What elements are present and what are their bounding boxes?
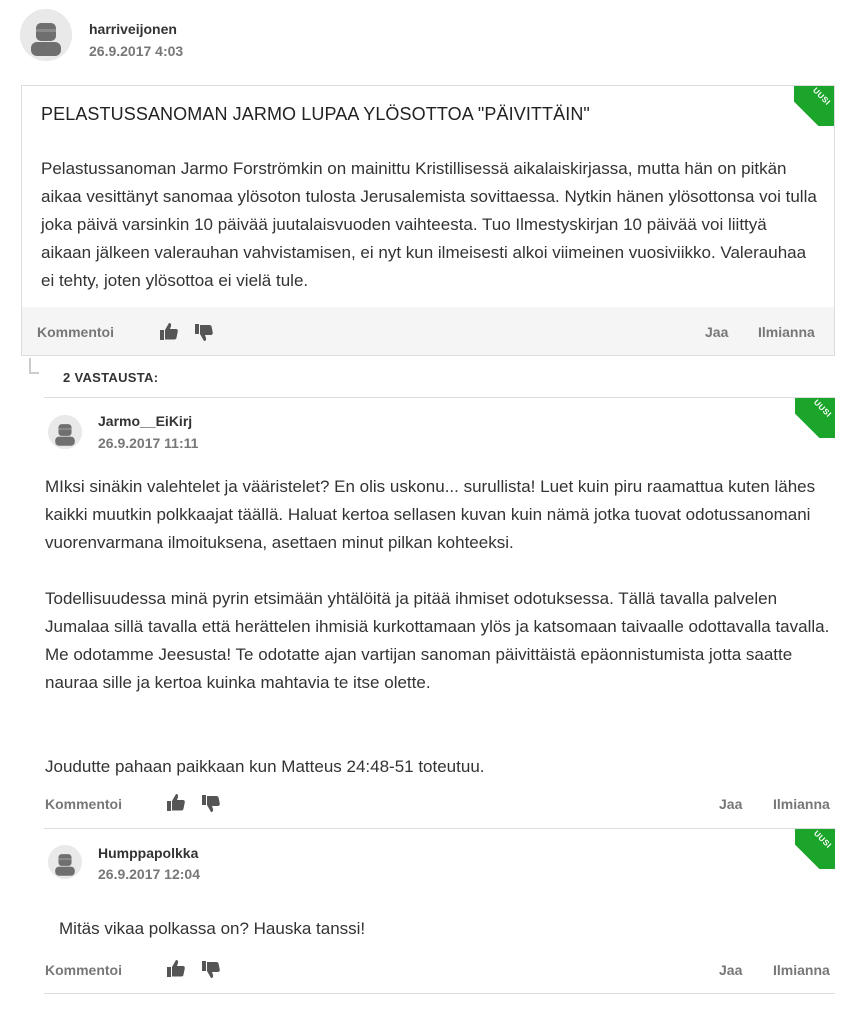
post-card <box>21 85 835 356</box>
comment-button[interactable]: Kommentoi <box>45 796 122 812</box>
reply-paragraph: Joudutte pahaan paikkaan kun Matteus 24:48-51 toteutuu. <box>45 757 485 776</box>
post-author[interactable]: harriveijonen <box>89 21 177 37</box>
replies-heading: 2 VASTAUSTA: <box>63 370 159 385</box>
avatar-icon <box>48 845 82 879</box>
new-badge-label: UUSI <box>811 829 834 851</box>
divider <box>44 993 835 994</box>
post-footer <box>22 307 834 356</box>
reply-timestamp: 26.9.2017 12:04 <box>98 866 200 882</box>
comment-button[interactable]: Kommentoi <box>45 962 122 978</box>
comment-button[interactable]: Kommentoi <box>37 324 114 340</box>
thumbs-down-icon[interactable] <box>194 323 214 343</box>
thumbs-up-icon[interactable] <box>166 958 186 978</box>
reply-connector <box>29 358 39 374</box>
reply-paragraph: MIksi sinäkin valehtelet ja vääristelet? En olis uskonu... surullista! Luet kuin piru raamattua kuten lähes kaikki muutkin polkkaajat täällä. Haluat kertoa sellasen kuvan kuin nämä jotka tuovat odotussanomani vuorenvarmana ilmoituksena, asettaen minut pilkan kohteeksi. <box>45 477 816 552</box>
avatar-icon <box>48 415 82 449</box>
thumbs-up-icon[interactable] <box>166 792 186 812</box>
reply-item <box>44 397 835 827</box>
report-button[interactable]: Ilmianna <box>773 962 830 978</box>
avatar[interactable] <box>48 415 82 449</box>
thumbs-down-icon[interactable] <box>201 794 221 814</box>
report-button[interactable]: Ilmianna <box>773 796 830 812</box>
share-button[interactable]: Jaa <box>719 962 743 978</box>
new-badge <box>795 829 835 869</box>
thumbs-down-icon[interactable] <box>201 960 221 980</box>
avatar[interactable] <box>20 9 72 61</box>
report-button[interactable]: Ilmianna <box>758 324 815 340</box>
reply-item <box>44 828 835 993</box>
thumbs-up-icon[interactable] <box>159 321 179 341</box>
reply-author[interactable]: Humppapolkka <box>98 845 199 861</box>
reply-timestamp: 26.9.2017 11:11 <box>98 435 199 451</box>
reply-paragraph: Mitäs vikaa polkassa on? Hauska tanssi! <box>59 919 366 938</box>
avatar[interactable] <box>48 845 82 879</box>
new-badge <box>794 86 834 126</box>
avatar-icon <box>20 9 72 61</box>
post-timestamp: 26.9.2017 4:03 <box>89 43 184 59</box>
new-badge-label: UUSI <box>810 86 833 108</box>
reply-paragraph: Todellisuudessa minä pyrin etsimään yhtälöitä ja pitää ihmiset odotuksessa. Tällä tavalla palvelen Jumalaa sillä tavalla että herättelen ihmisiä kurkottamaan ylös ja katsomaan taivaalle odottavalla tavalla. Me odotamme Jeesusta! Te odotatte ajan vartijan sanoman päivittäistä epäonnistumista jotta saatte nauraa sille ja kertoa kuinka mahtavia te itse olette. <box>45 589 830 692</box>
post-body: Pelastussanoman Jarmo Forströmkin on mainittu Kristillisessä aikalaiskirjassa, mutta hän on pitkän aikaa vesittänyt sanomaa ylösoton tulosta Jerusalemista sovittaessa. Nytkin hänen ylösottonsa voi tulla joka päivä varsinkin 10 päivää juutalaisvuoden vaihteesta. Tuo Ilmestyskirjan 10 päivää voi liittyä aikaan jälkeen valerauhan vahvistamisen, ei nyt kun ilmeisesti alkoi viimeinen vuosiviikko. Valerauhaa ei tehty, joten ylösottoa ei vielä tule. <box>41 159 817 290</box>
share-button[interactable]: Jaa <box>719 796 743 812</box>
new-badge-label: UUSI <box>811 398 834 420</box>
share-button[interactable]: Jaa <box>705 324 729 340</box>
reply-author[interactable]: Jarmo__EiKirj <box>98 413 193 429</box>
post-title: PELASTUSSANOMAN JARMO LUPAA YLÖSOTTOA "PÄIVITTÄIN" <box>41 104 590 124</box>
new-badge <box>795 398 835 438</box>
